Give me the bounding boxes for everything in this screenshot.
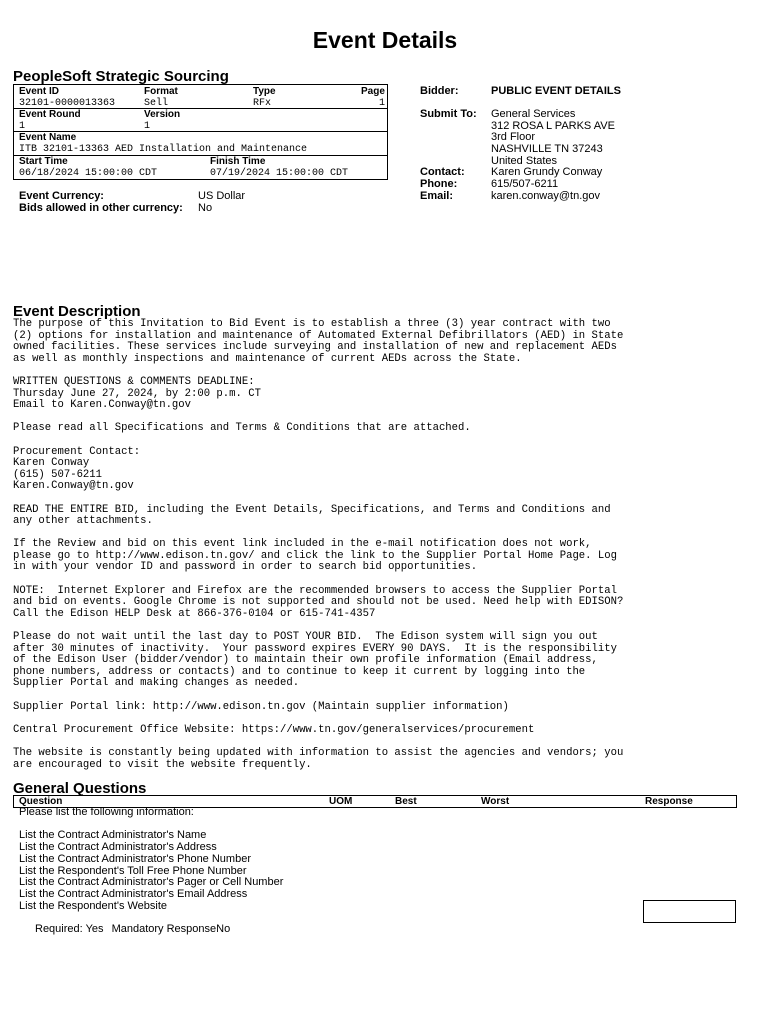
event-id-label: Event ID (19, 86, 60, 97)
uom-column-header: UOM (329, 796, 353, 807)
other-currency-label: Bids allowed in other currency: (19, 202, 183, 214)
submit-to-line: General Services (491, 108, 576, 120)
page-label: Page (361, 86, 385, 97)
bidder-value: PUBLIC EVENT DETAILS (491, 85, 621, 97)
finish-time-label: Finish Time (210, 156, 266, 167)
required-label: Required: (35, 923, 83, 935)
format-value: Sell (144, 98, 169, 109)
start-time-label: Start Time (19, 156, 68, 167)
event-name-value: ITB 32101-13363 AED Installation and Maintenance (19, 144, 308, 155)
question-column-header: Question (19, 796, 63, 807)
page-title: Event Details (312, 27, 458, 53)
finish-time-value: 07/19/2024 15:00:00 CDT (210, 168, 349, 179)
mandatory-response-label: Mandatory Response (111, 923, 217, 935)
response-input-box[interactable] (643, 900, 736, 923)
event-round-label: Event Round (19, 109, 81, 120)
version-value: 1 (144, 121, 151, 132)
submit-to-label: Submit To: (420, 108, 477, 120)
event-id-value: 32101-0000013363 (19, 98, 116, 109)
page-value: 1 (379, 98, 386, 109)
submit-to-line: United States (491, 155, 558, 167)
version-label: Version (144, 109, 181, 120)
type-value: RFx (253, 98, 272, 109)
format-label: Format (144, 86, 178, 97)
submit-to-line: 312 ROSA L PARKS AVE (491, 120, 615, 132)
event-description-body: The purpose of this Invitation to Bid Event is to establish a three (3) year contract with two (2) options for installation and maintenance of Automated External Defibrillators (AED) in State owned facilities. These services include surveying and installation of new and replacement AEDs as well as monthly inspections and maintenance of current AEDs across the State. WRITTEN QUESTIONS & COMMENTS DEADLINE: Thursday June 27, 2024, by 2:00 p.m. CT Email to Karen.Conway@tn.gov Please read all Specifications and Terms & Conditions that are attached. Procurement Contact: Karen Conway (615) 507-6211 Karen.Conway@tn.gov READ THE ENTIRE BID, including the Event Details, Specifications, and Terms and Conditions and any other attachments. If the Review and bid on this event link included in the e-mail notification does not work, please go to http://www.edison.tn.gov/ and click the link to the Supplier Portal Home Page. Log in with your vendor ID and password in order to search bid opportunities. NOTE: Internet Explorer and Firefox are the recommended browsers to access the Supplier Portal and bid on events. Google Chrome is not supported and should not be used. Need help with EDISON? Call the Edison HELP Desk at 866-376-0104 or 615-741-4357 Please do not wait until the last day to POST YOUR BID. The Edison system will sign you out after 30 minutes of inactivity. Your password expires EVERY 90 DAYS. It is the responsibility of the Edison User (bidder/vendor) to maintain their own profile information (Email address, phone numbers, address or contacts) and to continue to keep it current by logging into the Supplier Portal and making changes as needed. Supplier Portal link: http://www.edison.tn.gov (Maintain supplier information) Central Procurement Office Website: https://www.tn.gov/generalservices/procurement The website is constantly being updated with information to assist the agencies and vendors; you are encouraged to visit the website frequently. (13, 318, 624, 771)
general-questions-title: General Questions (13, 780, 147, 797)
currency-label: Event Currency: (19, 190, 104, 202)
system-name: PeopleSoft Strategic Sourcing (13, 68, 229, 85)
phone-value: 615/507-6211 (491, 178, 559, 190)
response-column-header: Response (645, 796, 693, 807)
event-info-box (13, 84, 388, 180)
other-currency-value: No (198, 202, 213, 214)
event-name-label: Event Name (19, 132, 77, 143)
start-time-value: 06/18/2024 15:00:00 CDT (19, 168, 158, 179)
divider (14, 155, 387, 156)
event-description-title: Event Description (13, 303, 141, 320)
event-round-value: 1 (19, 121, 26, 132)
submit-to-line: NASHVILLE TN 37243 (491, 143, 603, 155)
worst-column-header: Worst (481, 796, 510, 807)
type-label: Type (253, 86, 276, 97)
currency-value: US Dollar (198, 190, 246, 202)
submit-to-line: 3rd Floor (491, 131, 536, 143)
required-value: Yes (85, 923, 104, 935)
phone-label: Phone: (420, 178, 458, 190)
contact-label: Contact: (420, 166, 465, 178)
bidder-label: Bidder: (420, 85, 459, 97)
required-line (35, 923, 230, 935)
email-value: karen.conway@tn.gov (491, 190, 601, 202)
contact-value: Karen Grundy Conway (491, 166, 603, 178)
mandatory-response-value: No (216, 923, 231, 935)
best-column-header: Best (395, 796, 417, 807)
email-label: Email: (420, 190, 454, 202)
question-text: Please list the following information: List the Contract Administrator's Name List the Contract Administrator's Address List the Contract Administrator's Phone Number List the Respondent's Toll Free Phone Number List the Contract Administrator's Pager or Cell Number List the Contract Administrator's Email Address List the Respondent's Website (19, 806, 284, 912)
